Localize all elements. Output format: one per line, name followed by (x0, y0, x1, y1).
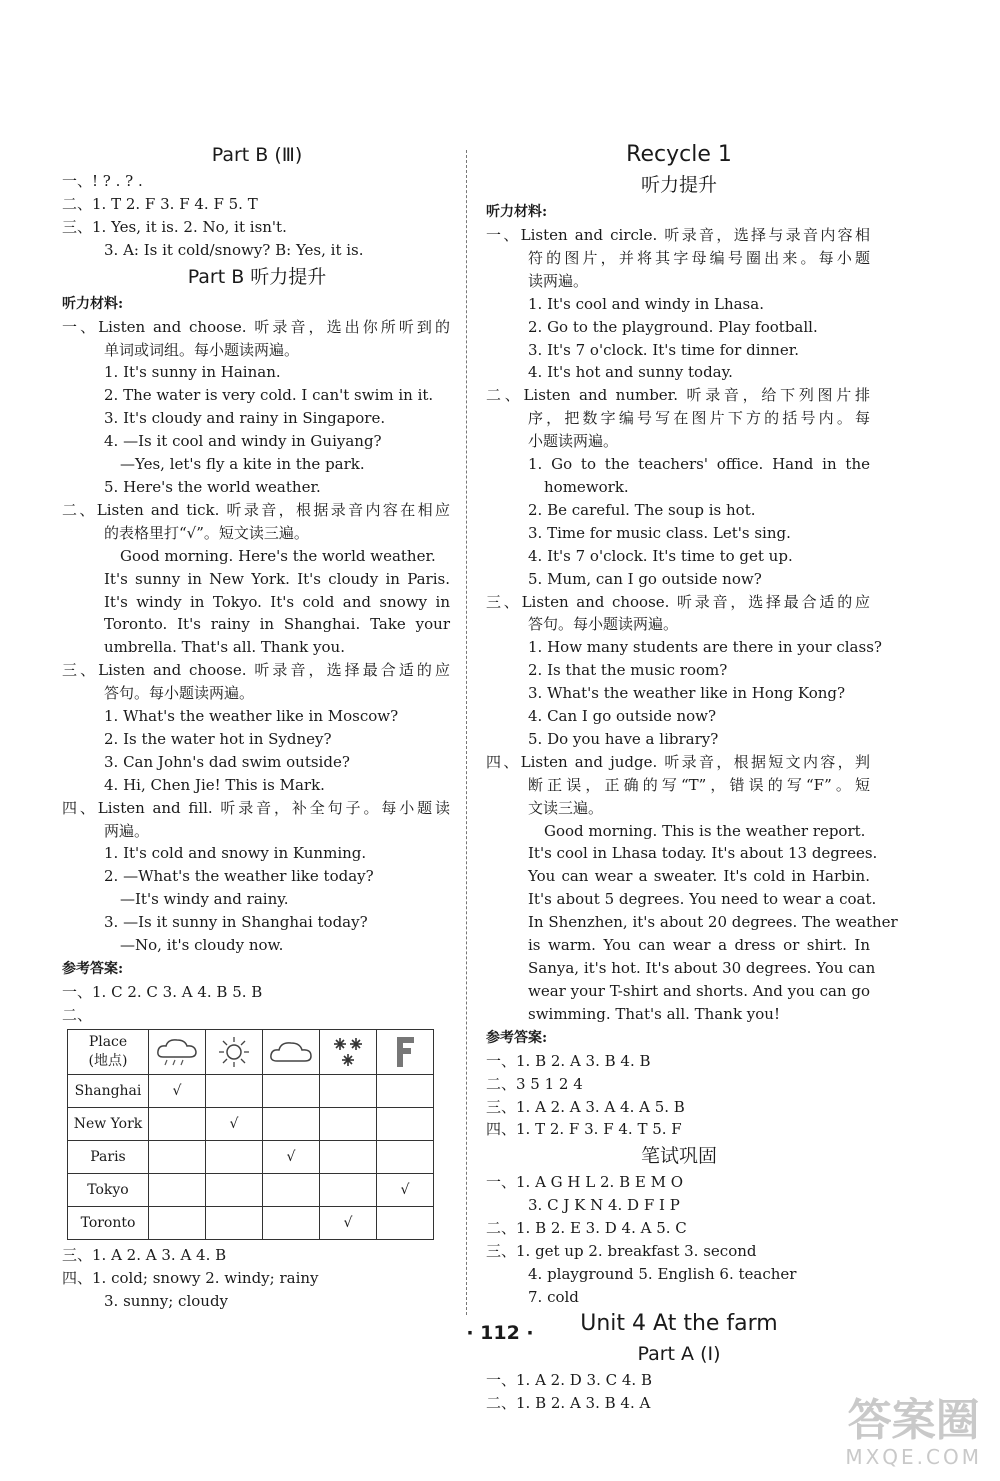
tick-cell (206, 1140, 263, 1173)
tick-cell (206, 1173, 263, 1206)
tick-cell: √ (149, 1074, 206, 1107)
paragraph-line: You can wear a sweater. It's cold in Harbin. (528, 867, 870, 886)
answer-line: 四、1. cold; snowy 2. windy; rainy (62, 1268, 319, 1287)
answer-line: 一、1. C 2. C 3. A 4. B 5. B (62, 983, 263, 1001)
list-item: 3. It's cloudy and rainy in Singapore. (104, 409, 386, 428)
material-label: 听力材料: (486, 204, 548, 220)
paragraph-line: In Shenzhen, it's about 20 degrees. The weather (528, 913, 898, 932)
left-column (62, 140, 452, 1313)
paragraph-line: swimming. That's all. Thank you! (528, 1004, 780, 1023)
answer-line: 三、1. A 2. A 3. A 4. A 5. B (486, 1097, 685, 1116)
tick-cell (263, 1206, 320, 1239)
tick-cell (263, 1107, 320, 1140)
watermark-logo: 答案圈 (847, 1395, 980, 1446)
tick-cell: √ (320, 1206, 377, 1239)
list-item: 2. Is the water hot in Sydney? (104, 729, 332, 748)
list-item: 4. —Is it cool and windy in Guiyang? (104, 432, 382, 451)
tick-cell (320, 1107, 377, 1140)
paragraph-line: It's windy in Tokyo. It's cold and snowy in (104, 592, 450, 611)
sunny-icon (206, 1029, 263, 1074)
section-heading: 三、Listen and choose. 听录音，选择最合适的应 (62, 661, 450, 680)
snowy-icon (320, 1029, 377, 1074)
answers-label: 参考答案: (62, 961, 124, 977)
paragraph-line: Toronto. It's rainy in Shanghai. Take your (104, 615, 450, 634)
list-item: 4. Can I go outside now? (528, 707, 717, 726)
tick-cell (377, 1074, 434, 1107)
listening-title: 听力提升 (640, 174, 717, 196)
table-row (68, 1206, 434, 1239)
watermark-url: MXQE.COM (845, 1445, 982, 1469)
section-heading: 的表格里打“√”。短文读三遍。 (104, 523, 309, 542)
tick-cell (377, 1140, 434, 1173)
windy-flag-icon (377, 1029, 434, 1074)
answer-line: 一、1. B 2. A 3. B 4. B (486, 1051, 651, 1070)
place-cell: New York (68, 1107, 149, 1140)
section-heading: 四、Listen and judge. 听录音，根据短文内容，判 (486, 752, 870, 771)
section-heading: 二、Listen and tick. 听录音，根据录音内容在相应 (62, 500, 450, 519)
section-heading: 答句。每小题读两遍。 (528, 615, 679, 634)
tick-cell (149, 1140, 206, 1173)
list-item: homework. (544, 477, 629, 496)
place-cell: Tokyo (68, 1173, 149, 1206)
answer-line: 三、1. A 2. A 3. A 4. B (62, 1245, 227, 1264)
section-heading: 两遍。 (104, 821, 150, 840)
list-item: 2. Go to the playground. Play football. (528, 317, 818, 336)
tick-cell (149, 1107, 206, 1140)
answer-line: 3. sunny; cloudy (104, 1291, 229, 1310)
part-b3-title: Part B (Ⅲ) (211, 144, 303, 166)
tick-cell (149, 1173, 206, 1206)
list-item: —Yes, let's fly a kite in the park. (120, 455, 365, 474)
list-item: 3. It's 7 o'clock. It's time for dinner. (528, 340, 799, 359)
paragraph-line: is warm. You can wear a dress or shirt. In (528, 936, 870, 955)
answer-line: 三、1. Yes, it is. 2. No, it isn't. (62, 217, 287, 236)
paragraph-line: It's about 5 degrees. You need to wear a coat. (528, 890, 877, 909)
paragraph-line: It's cool in Lhasa today. It's about 13 degrees. (528, 844, 878, 863)
right-column (486, 140, 898, 1415)
place-cell: Paris (68, 1140, 149, 1173)
part-b-listening-title: Part B 听力提升 (187, 265, 327, 288)
list-item: 2. The water is very cold. I can't swim in it. (104, 386, 434, 405)
paragraph-line: umbrella. That's all. Thank you. (104, 638, 345, 657)
section-heading: 序，把数字编号写在图片下方的括号内。每 (528, 409, 870, 428)
place-header-cn: (地点) (88, 1052, 128, 1069)
list-item: 1. It's cold and snowy in Kunming. (104, 844, 367, 863)
rainy-icon (149, 1029, 206, 1074)
material-label: 听力材料: (62, 295, 124, 312)
answer-line: 二、1. B 2. A 3. B 4. A (486, 1393, 651, 1412)
list-item: 5. Mum, can I go outside now? (528, 569, 762, 588)
tick-cell (206, 1206, 263, 1239)
section-heading: 一、Listen and choose. 听录音，选出你所听到的 (62, 317, 450, 336)
list-item: 1. It's sunny in Hainan. (104, 363, 281, 382)
list-item: —No, it's cloudy now. (120, 936, 284, 955)
section-heading: 符的图片，并将其字母编号圈出来。每小题 (528, 248, 870, 267)
list-item: 3. What's the weather like in Hong Kong? (528, 684, 846, 703)
list-item: —It's windy and rainy. (120, 890, 289, 909)
list-item: 5. Do you have a library? (528, 729, 719, 748)
answer-line: 一、! ? . ? . (62, 172, 143, 190)
list-item: 1. Go to the teachers' office. Hand in the (528, 455, 870, 474)
section-heading: 单词或词组。每小题读两遍。 (104, 340, 300, 359)
tick-cell (149, 1206, 206, 1239)
list-item: 1. It's cool and windy in Lhasa. (528, 294, 764, 313)
paragraph-line: Sanya, it's hot. It's about 30 degrees. You can (528, 959, 876, 977)
paragraph-line: wear your T-shirt and shorts. And you can go (528, 981, 870, 1000)
tick-cell (377, 1206, 434, 1239)
list-item: 2. Be careful. The soup is hot. (528, 500, 756, 519)
tick-cell: √ (206, 1107, 263, 1140)
section-heading: 读两遍。 (528, 271, 589, 290)
answer-line: 二、1. B 2. E 3. D 4. A 5. C (486, 1219, 687, 1238)
list-item: 5. Here's the world weather. (104, 477, 321, 496)
cloudy-icon (263, 1029, 320, 1074)
place-header-en: Place (88, 1033, 128, 1050)
section-heading: 四、Listen and fill. 听录音，补全句子。每小题读 (62, 798, 450, 817)
answer-line: 7. cold (528, 1287, 579, 1306)
place-cell: Toronto (68, 1206, 149, 1239)
table-row (68, 1140, 434, 1173)
list-item: 4. It's 7 o'clock. It's time to get up. (528, 546, 793, 565)
tick-cell: √ (263, 1140, 320, 1173)
tick-cell: √ (377, 1173, 434, 1206)
section-heading: 文读三遍。 (528, 798, 604, 817)
answer-line: 一、1. A G H L 2. B E M O (486, 1173, 684, 1192)
answer-line: 4. playground 5. English 6. teacher (528, 1264, 797, 1283)
section-heading: 断正误，正确的写“T”，错误的写“F”。短 (528, 775, 870, 794)
list-item: 2. Is that the music room? (528, 661, 728, 680)
tick-cell (320, 1074, 377, 1107)
list-item: 4. Hi, Chen Jie! This is Mark. (104, 775, 325, 794)
list-item: 3. Time for music class. Let's sing. (528, 523, 791, 542)
answer-line: 三、1. get up 2. breakfast 3. second (486, 1242, 757, 1261)
answers-label: 参考答案: (486, 1029, 548, 1046)
list-item: 3. Can John's dad swim outside? (104, 752, 350, 771)
unit-title: Unit 4 At the farm (580, 1310, 778, 1336)
answer-line: 3. A: Is it cold/snowy? B: Yes, it is. (104, 240, 364, 259)
tick-cell (377, 1107, 434, 1140)
list-item: 1. How many students are there in your class? (528, 638, 882, 657)
page-number: · 112 · (466, 1322, 534, 1344)
weather-table (67, 1029, 434, 1240)
answer-line: 二、3 5 1 2 4 (486, 1074, 583, 1093)
section-heading: 答句。每小题读两遍。 (104, 684, 255, 703)
paragraph-line: Good morning. Here's the world weather. (120, 546, 436, 565)
answer-line: 二、 (62, 1005, 93, 1024)
place-cell: Shanghai (68, 1074, 149, 1107)
answer-line: 二、1. T 2. F 3. F 4. F 5. T (62, 194, 258, 213)
list-item: 2. —What's the weather like today? (104, 867, 374, 886)
list-item: 4. It's hot and sunny today. (528, 363, 733, 382)
table-header-row (68, 1029, 434, 1074)
answer-line: 一、1. A 2. D 3. C 4. B (486, 1370, 652, 1389)
recycle-title: Recycle 1 (626, 142, 732, 167)
section-heading: 一、Listen and circle. 听录音，选择与录音内容相 (486, 226, 870, 244)
list-item: 3. —Is it sunny in Shanghai today? (104, 913, 368, 932)
section-heading: 二、Listen and number. 听录音，给下列图片排 (486, 386, 870, 405)
tick-cell (206, 1074, 263, 1107)
answer-line: 四、1. T 2. F 3. F 4. T 5. F (486, 1120, 682, 1139)
table-row (68, 1074, 434, 1107)
tick-cell (320, 1173, 377, 1206)
tick-cell (320, 1140, 377, 1173)
watermark (845, 1397, 982, 1469)
table-row (68, 1107, 434, 1140)
paragraph-line: Good morning. This is the weather report. (544, 821, 866, 840)
part-a-title: Part A (Ⅰ) (637, 1342, 721, 1365)
answer-line: 3. C J K N 4. D F I P (528, 1196, 680, 1215)
tick-cell (263, 1074, 320, 1107)
paragraph-line: It's sunny in New York. It's cloudy in Paris. (104, 569, 450, 588)
written-title: 笔试巩固 (640, 1145, 717, 1168)
list-item: 1. What's the weather like in Moscow? (104, 707, 399, 726)
table-row (68, 1173, 434, 1206)
place-header (68, 1029, 149, 1074)
column-divider (466, 150, 467, 1315)
section-heading: 小题读两遍。 (528, 432, 619, 451)
section-heading: 三、Listen and choose. 听录音，选择最合适的应 (486, 592, 870, 611)
tick-cell (263, 1173, 320, 1206)
